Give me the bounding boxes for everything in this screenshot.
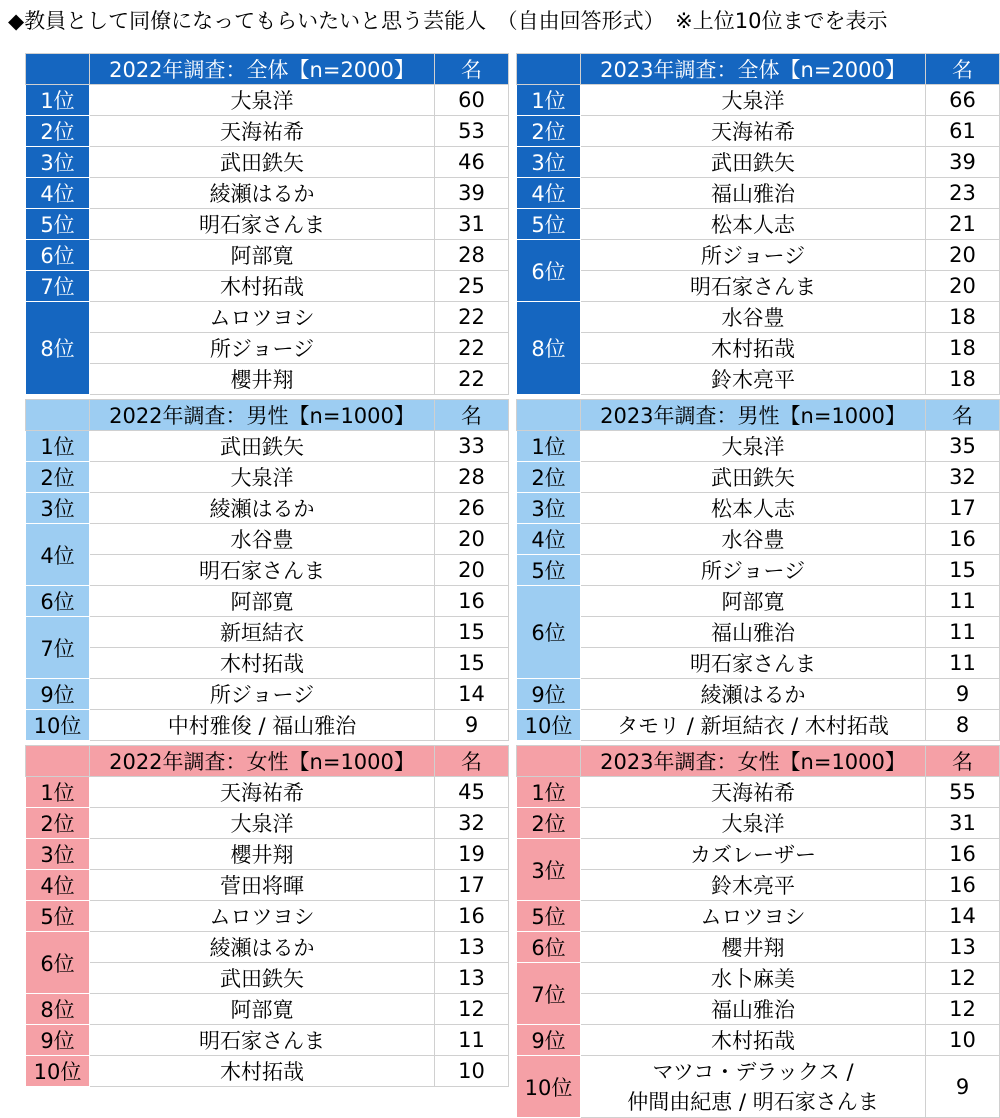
celebrity-name-cell: 明石家さんま	[90, 1025, 435, 1056]
count-cell: 11	[926, 617, 1000, 648]
table-header-title: 2023年調査：女性【n=1000】	[581, 746, 926, 777]
celebrity-name-cell: 天海祐希	[581, 777, 926, 808]
count-cell: 16	[435, 586, 509, 617]
rank-cell: 5位	[517, 209, 581, 240]
table-row	[26, 994, 509, 1025]
celebrity-name-cell: 鈴木亮平	[581, 364, 926, 395]
table-row	[517, 116, 1000, 147]
rank-cell: 1位	[517, 431, 581, 462]
header-corner-cell	[26, 746, 90, 777]
count-cell: 25	[435, 271, 509, 302]
table-row	[517, 431, 1000, 462]
rank-cell: 6位	[26, 932, 90, 994]
ranking-table-2023-all	[516, 53, 1000, 395]
table-row	[517, 1025, 1000, 1056]
table-row	[517, 147, 1000, 178]
ranking-table-2022-male	[25, 399, 509, 741]
celebrity-name-cell: 櫻井翔	[90, 839, 435, 870]
table-row	[26, 116, 509, 147]
count-cell: 22	[435, 364, 509, 395]
count-cell: 14	[435, 679, 509, 710]
celebrity-name-cell: 所ジョージ	[90, 679, 435, 710]
table-row	[26, 178, 509, 209]
rank-cell: 4位	[517, 178, 581, 209]
rank-cell: 9位	[26, 679, 90, 710]
count-cell: 20	[435, 524, 509, 555]
table-row	[26, 1025, 509, 1056]
table-row	[26, 1056, 509, 1087]
table-row	[517, 85, 1000, 116]
count-cell: 32	[435, 808, 509, 839]
table-row	[517, 617, 1000, 648]
celebrity-name-cell: 福山雅治	[581, 178, 926, 209]
count-cell: 46	[435, 147, 509, 178]
count-cell: 21	[926, 209, 1000, 240]
celebrity-name-cell: ムロツヨシ	[90, 901, 435, 932]
ranking-table-2022-female	[25, 745, 509, 1087]
header-corner-cell	[517, 746, 581, 777]
rank-cell: 5位	[517, 555, 581, 586]
count-column-header: 名	[926, 400, 1000, 431]
count-cell: 18	[926, 364, 1000, 395]
table-row	[26, 240, 509, 271]
count-cell: 31	[926, 808, 1000, 839]
celebrity-name-cell: 水卜麻美	[581, 963, 926, 994]
table-row	[26, 710, 509, 741]
table-row	[26, 302, 509, 333]
celebrity-name-cell: ムロツヨシ	[90, 302, 435, 333]
table-row	[26, 901, 509, 932]
rank-cell: 10位	[517, 1056, 581, 1118]
count-cell: 13	[435, 932, 509, 963]
celebrity-name-cell: 明石家さんま	[581, 271, 926, 302]
count-cell: 12	[435, 994, 509, 1025]
celebrity-name-cell: 阿部寛	[581, 586, 926, 617]
count-cell: 11	[926, 586, 1000, 617]
count-column-header: 名	[435, 746, 509, 777]
celebrity-name-cell: 櫻井翔	[581, 932, 926, 963]
rank-cell: 8位	[26, 994, 90, 1025]
rank-cell: 4位	[26, 524, 90, 586]
rank-cell: 9位	[26, 1025, 90, 1056]
count-cell: 39	[926, 147, 1000, 178]
count-cell: 13	[435, 963, 509, 994]
count-cell: 9	[435, 710, 509, 741]
celebrity-name-cell: 鈴木亮平	[581, 870, 926, 901]
table-row	[517, 679, 1000, 710]
rank-cell: 4位	[26, 178, 90, 209]
table-row	[26, 333, 509, 364]
table-row	[517, 271, 1000, 302]
count-cell: 35	[926, 431, 1000, 462]
rank-cell: 3位	[517, 147, 581, 178]
rank-cell: 3位	[26, 839, 90, 870]
rank-cell: 3位	[517, 493, 581, 524]
table-row	[26, 524, 509, 555]
count-cell: 8	[926, 710, 1000, 741]
ranking-table-2023-male	[516, 399, 1000, 741]
table-row	[517, 648, 1000, 679]
celebrity-name-cell: 中村雅俊 / 福山雅治	[90, 710, 435, 741]
count-cell: 45	[435, 777, 509, 808]
count-column-header: 名	[926, 54, 1000, 85]
count-column-header: 名	[435, 54, 509, 85]
count-cell: 17	[435, 870, 509, 901]
count-cell: 55	[926, 777, 1000, 808]
rank-cell: 10位	[26, 1056, 90, 1087]
count-cell: 20	[926, 240, 1000, 271]
table-row	[517, 240, 1000, 271]
table-row	[26, 493, 509, 524]
celebrity-name-cell: 明石家さんま	[90, 209, 435, 240]
table-row	[26, 932, 509, 963]
celebrity-name-cell: 所ジョージ	[581, 240, 926, 271]
count-cell: 39	[435, 178, 509, 209]
table-row	[26, 555, 509, 586]
count-cell: 18	[926, 302, 1000, 333]
celebrity-name-cell: 天海祐希	[581, 116, 926, 147]
count-cell: 28	[435, 240, 509, 271]
count-cell: 16	[435, 901, 509, 932]
celebrity-name-cell: 木村拓哉	[581, 1025, 926, 1056]
table-row	[26, 147, 509, 178]
table-row	[517, 302, 1000, 333]
count-cell: 16	[926, 524, 1000, 555]
count-cell: 15	[435, 648, 509, 679]
celebrity-name-cell: 木村拓哉	[90, 648, 435, 679]
table-row	[517, 1056, 1000, 1118]
table-row	[517, 209, 1000, 240]
table-row	[517, 808, 1000, 839]
celebrity-name-cell: 綾瀬はるか	[581, 679, 926, 710]
celebrity-name-cell: 福山雅治	[581, 617, 926, 648]
celebrity-name-cell: 綾瀬はるか	[90, 178, 435, 209]
table-row	[517, 364, 1000, 395]
count-cell: 33	[435, 431, 509, 462]
rank-cell: 2位	[517, 808, 581, 839]
table-row	[26, 839, 509, 870]
table-row	[26, 462, 509, 493]
celebrity-name-cell: 天海祐希	[90, 116, 435, 147]
celebrity-name-cell: タモリ / 新垣結衣 / 木村拓哉	[581, 710, 926, 741]
rank-cell: 3位	[26, 493, 90, 524]
count-cell: 16	[926, 870, 1000, 901]
count-cell: 28	[435, 462, 509, 493]
table-row	[517, 178, 1000, 209]
count-cell: 66	[926, 85, 1000, 116]
count-cell: 11	[926, 648, 1000, 679]
table-row	[517, 462, 1000, 493]
table-row	[517, 333, 1000, 364]
celebrity-name-cell: マツコ・デラックス / 仲間由紀恵 / 明石家さんま	[581, 1056, 926, 1118]
count-cell: 9	[926, 1056, 1000, 1118]
table-row	[517, 839, 1000, 870]
celebrity-name-cell: 武田鉄矢	[90, 431, 435, 462]
rank-cell: 4位	[26, 870, 90, 901]
celebrity-name-cell: ムロツヨシ	[581, 901, 926, 932]
rank-cell: 8位	[26, 302, 90, 395]
celebrity-name-cell: 明石家さんま	[90, 555, 435, 586]
count-cell: 19	[435, 839, 509, 870]
table-row	[517, 710, 1000, 741]
count-cell: 20	[435, 555, 509, 586]
celebrity-name-cell: 大泉洋	[581, 431, 926, 462]
rank-cell: 4位	[517, 524, 581, 555]
celebrity-name-cell: 菅田将暉	[90, 870, 435, 901]
rank-cell: 9位	[517, 1025, 581, 1056]
celebrity-name-cell: 大泉洋	[90, 85, 435, 116]
count-cell: 23	[926, 178, 1000, 209]
rank-cell: 2位	[26, 808, 90, 839]
celebrity-name-cell: 綾瀬はるか	[90, 493, 435, 524]
table-header-title: 2022年調査：全体【n=2000】	[90, 54, 435, 85]
celebrity-name-cell: 大泉洋	[90, 462, 435, 493]
celebrity-name-cell: 所ジョージ	[581, 555, 926, 586]
table-row	[517, 777, 1000, 808]
rank-cell: 1位	[26, 431, 90, 462]
count-cell: 12	[926, 994, 1000, 1025]
rank-cell: 2位	[26, 116, 90, 147]
count-cell: 17	[926, 493, 1000, 524]
celebrity-name-cell: 木村拓哉	[90, 271, 435, 302]
table-row	[517, 524, 1000, 555]
celebrity-name-cell: 阿部寛	[90, 586, 435, 617]
rank-cell: 5位	[517, 901, 581, 932]
table-row	[517, 870, 1000, 901]
count-column-header: 名	[926, 746, 1000, 777]
count-cell: 11	[435, 1025, 509, 1056]
table-header-title: 2022年調査：男性【n=1000】	[90, 400, 435, 431]
celebrity-name-cell: 武田鉄矢	[581, 462, 926, 493]
table-row	[26, 85, 509, 116]
count-cell: 12	[926, 963, 1000, 994]
header-corner-cell	[26, 400, 90, 431]
rank-cell: 10位	[26, 710, 90, 741]
celebrity-name-cell: 大泉洋	[581, 85, 926, 116]
table-row	[517, 493, 1000, 524]
count-cell: 16	[926, 839, 1000, 870]
celebrity-name-cell: 木村拓哉	[90, 1056, 435, 1087]
rank-cell: 6位	[517, 240, 581, 302]
header-corner-cell	[517, 400, 581, 431]
rank-cell: 6位	[517, 932, 581, 963]
table-row	[517, 994, 1000, 1025]
header-corner-cell	[517, 54, 581, 85]
celebrity-name-cell: 阿部寛	[90, 240, 435, 271]
celebrity-name-cell: 阿部寛	[90, 994, 435, 1025]
rank-cell: 6位	[26, 586, 90, 617]
count-cell: 26	[435, 493, 509, 524]
rank-cell: 6位	[517, 586, 581, 679]
table-row	[26, 648, 509, 679]
table-row	[26, 808, 509, 839]
ranking-table-2022-all	[25, 53, 509, 395]
count-cell: 14	[926, 901, 1000, 932]
rank-cell: 1位	[26, 777, 90, 808]
rank-cell: 7位	[26, 617, 90, 679]
celebrity-name-cell: 櫻井翔	[90, 364, 435, 395]
celebrity-name-cell: 武田鉄矢	[581, 147, 926, 178]
count-cell: 13	[926, 932, 1000, 963]
celebrity-name-cell: 武田鉄矢	[90, 147, 435, 178]
count-cell: 9	[926, 679, 1000, 710]
table-row	[26, 679, 509, 710]
table-row	[26, 271, 509, 302]
celebrity-name-cell: 天海祐希	[90, 777, 435, 808]
count-column-header: 名	[435, 400, 509, 431]
celebrity-name-cell: 福山雅治	[581, 994, 926, 1025]
rank-cell: 10位	[517, 710, 581, 741]
table-header-title: 2022年調査：女性【n=1000】	[90, 746, 435, 777]
rank-cell: 2位	[517, 116, 581, 147]
count-cell: 10	[435, 1056, 509, 1087]
count-cell: 32	[926, 462, 1000, 493]
celebrity-name-cell: 木村拓哉	[581, 333, 926, 364]
table-row	[517, 555, 1000, 586]
table-row	[517, 586, 1000, 617]
rank-cell: 2位	[517, 462, 581, 493]
celebrity-name-cell: カズレーザー	[581, 839, 926, 870]
rank-cell: 7位	[517, 963, 581, 1025]
table-header-title: 2023年調査：全体【n=2000】	[581, 54, 926, 85]
table-row	[26, 617, 509, 648]
count-cell: 22	[435, 302, 509, 333]
header-corner-cell	[26, 54, 90, 85]
table-row	[26, 870, 509, 901]
table-row	[517, 963, 1000, 994]
table-row	[26, 963, 509, 994]
rank-cell: 1位	[517, 777, 581, 808]
celebrity-name-cell: 松本人志	[581, 209, 926, 240]
table-row	[517, 932, 1000, 963]
rank-cell: 5位	[26, 209, 90, 240]
celebrity-name-cell: 新垣結衣	[90, 617, 435, 648]
count-cell: 10	[926, 1025, 1000, 1056]
count-cell: 15	[435, 617, 509, 648]
celebrity-name-cell: 所ジョージ	[90, 333, 435, 364]
rank-cell: 1位	[517, 85, 581, 116]
celebrity-name-cell: 水谷豊	[90, 524, 435, 555]
page-title: ◆教員として同僚になってもらいたいと思う芸能人 （自由回答形式） ※上位10位までを表示	[8, 9, 888, 33]
count-cell: 18	[926, 333, 1000, 364]
rank-cell: 3位	[517, 839, 581, 901]
rank-cell: 6位	[26, 240, 90, 271]
table-header-title: 2023年調査：男性【n=1000】	[581, 400, 926, 431]
table-row	[26, 777, 509, 808]
rank-cell: 2位	[26, 462, 90, 493]
table-row	[517, 901, 1000, 932]
count-cell: 31	[435, 209, 509, 240]
table-row	[26, 364, 509, 395]
celebrity-name-cell: 綾瀬はるか	[90, 932, 435, 963]
ranking-table-2023-female	[516, 745, 1000, 1118]
celebrity-name-cell: 大泉洋	[90, 808, 435, 839]
celebrity-name-cell: 松本人志	[581, 493, 926, 524]
count-cell: 15	[926, 555, 1000, 586]
celebrity-name-cell: 大泉洋	[581, 808, 926, 839]
count-cell: 20	[926, 271, 1000, 302]
rank-cell: 1位	[26, 85, 90, 116]
table-row	[26, 431, 509, 462]
count-cell: 53	[435, 116, 509, 147]
celebrity-name-cell: 明石家さんま	[581, 648, 926, 679]
rank-cell: 8位	[517, 302, 581, 395]
table-row	[26, 209, 509, 240]
celebrity-name-cell: 武田鉄矢	[90, 963, 435, 994]
count-cell: 60	[435, 85, 509, 116]
table-row	[26, 586, 509, 617]
rank-cell: 7位	[26, 271, 90, 302]
count-cell: 61	[926, 116, 1000, 147]
celebrity-name-cell: 水谷豊	[581, 302, 926, 333]
count-cell: 22	[435, 333, 509, 364]
rank-cell: 5位	[26, 901, 90, 932]
rank-cell: 3位	[26, 147, 90, 178]
celebrity-name-cell: 水谷豊	[581, 524, 926, 555]
rank-cell: 9位	[517, 679, 581, 710]
